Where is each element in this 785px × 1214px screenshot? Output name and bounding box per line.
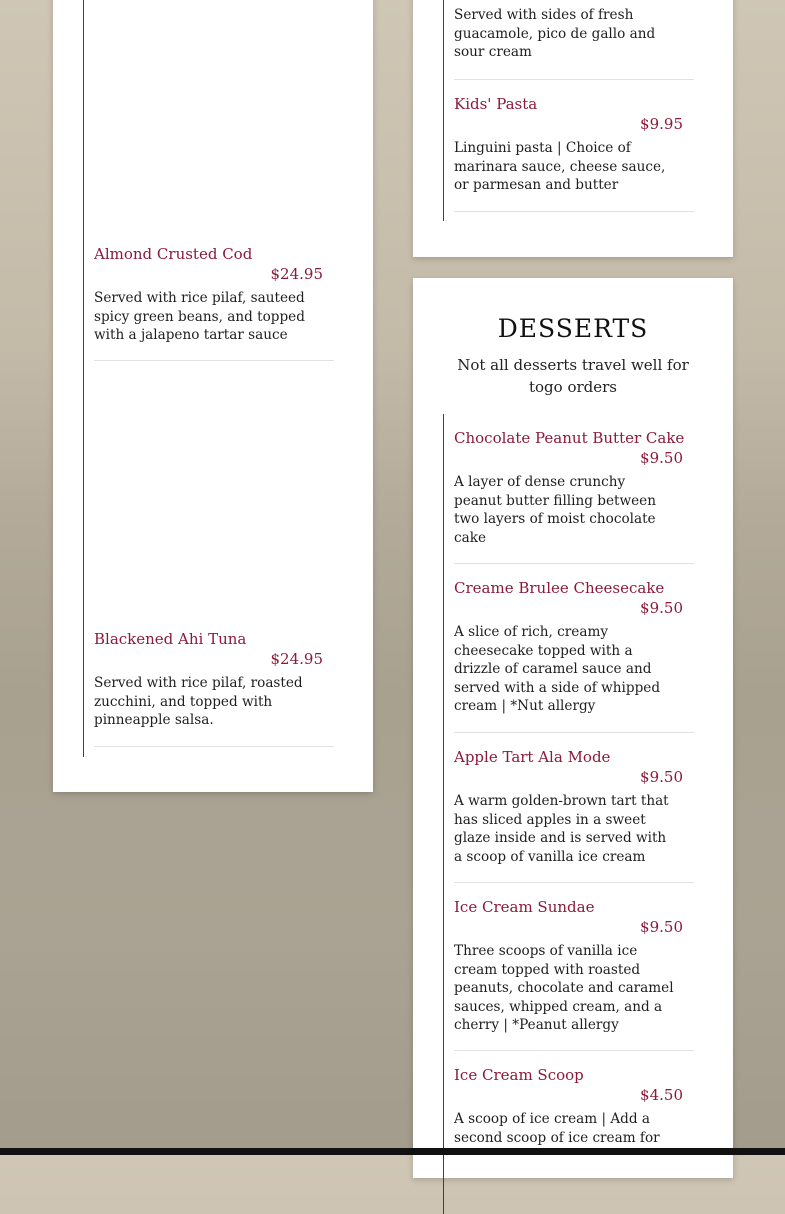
item-price: $4.50 (640, 1086, 683, 1104)
item-name: Blackened Ahi Tuna (94, 630, 247, 648)
item-description: A warm golden-brown tart that has sliced apples in a sweet glaze inside and is served with a scoop of vanilla ice cream (454, 793, 669, 865)
desserts-item-list (443, 414, 704, 1214)
item-price: $9.95 (640, 115, 683, 133)
entrees-card (53, 0, 373, 792)
menu-item-partial[interactable] (454, 0, 694, 80)
menu-item-almond-crusted-cod[interactable] (94, 245, 334, 361)
item-description: Linguini pasta | Choice of marinara sauce, cheese sauce, or parmesan and butter (454, 140, 666, 193)
item-description: Three scoops of vanilla ice cream topped with roasted peanuts, chocolate and caramel sauces, whipped cream, and a cherry | *Peanut allergy (454, 943, 674, 1033)
item-price: $9.50 (640, 918, 683, 936)
menu-item-kids-pasta[interactable] (454, 95, 694, 212)
menu-item-blackened-ahi-tuna[interactable] (94, 630, 334, 747)
menu-item-ice-cream-scoop[interactable] (454, 1066, 694, 1206)
desserts-card (413, 278, 733, 1178)
section-title: DESSERTS (497, 314, 649, 343)
section-note: Not all desserts travel well for togo orders (457, 356, 689, 396)
item-description: A scoop of ice cream | Add a second scoop of ice cream for (454, 1111, 660, 1146)
menu-item-chocolate-peanut-butter-cake[interactable] (454, 429, 694, 564)
item-price: $9.50 (640, 449, 683, 467)
item-description: Served with rice pilaf, sauteed spicy green beans, and topped with a jalapeno tartar sauce (94, 290, 305, 343)
kids-item-list (443, 0, 704, 221)
entrees-item-list (83, 0, 344, 757)
item-name: Chocolate Peanut Butter Cake (454, 429, 685, 447)
item-name: Creame Brulee Cheesecake (454, 579, 665, 597)
item-name: Almond Crusted Cod (94, 245, 253, 263)
bottom-bar (0, 1148, 785, 1155)
item-description: A slice of rich, creamy cheesecake topped with a drizzle of caramel sauce and served with a side of whipped cream | *Nut allergy (454, 624, 661, 714)
item-name: Ice Cream Sundae (454, 898, 595, 916)
menu-item-creame-brulee-cheesecake[interactable] (454, 579, 694, 733)
item-price: $9.50 (640, 768, 683, 786)
item-name: Kids' Pasta (454, 95, 538, 113)
item-price: $24.95 (270, 650, 323, 668)
menu-item-apple-tart-ala-mode[interactable] (454, 748, 694, 883)
item-name: Apple Tart Ala Mode (454, 748, 611, 766)
menu-item-ice-cream-sundae[interactable] (454, 898, 694, 1051)
item-name: Ice Cream Scoop (454, 1066, 584, 1084)
item-price: $9.50 (640, 599, 683, 617)
item-description: Served with rice pilaf, roasted zucchini, and topped with pinneapple salsa. (94, 675, 303, 728)
kids-menu-card (413, 0, 733, 257)
item-description: Served with sides of fresh guacamole, pico de gallo and sour cream (454, 7, 656, 60)
item-description: A layer of dense crunchy peanut butter filling between two layers of moist chocolate cake (454, 474, 656, 546)
item-price: $24.95 (270, 265, 323, 283)
